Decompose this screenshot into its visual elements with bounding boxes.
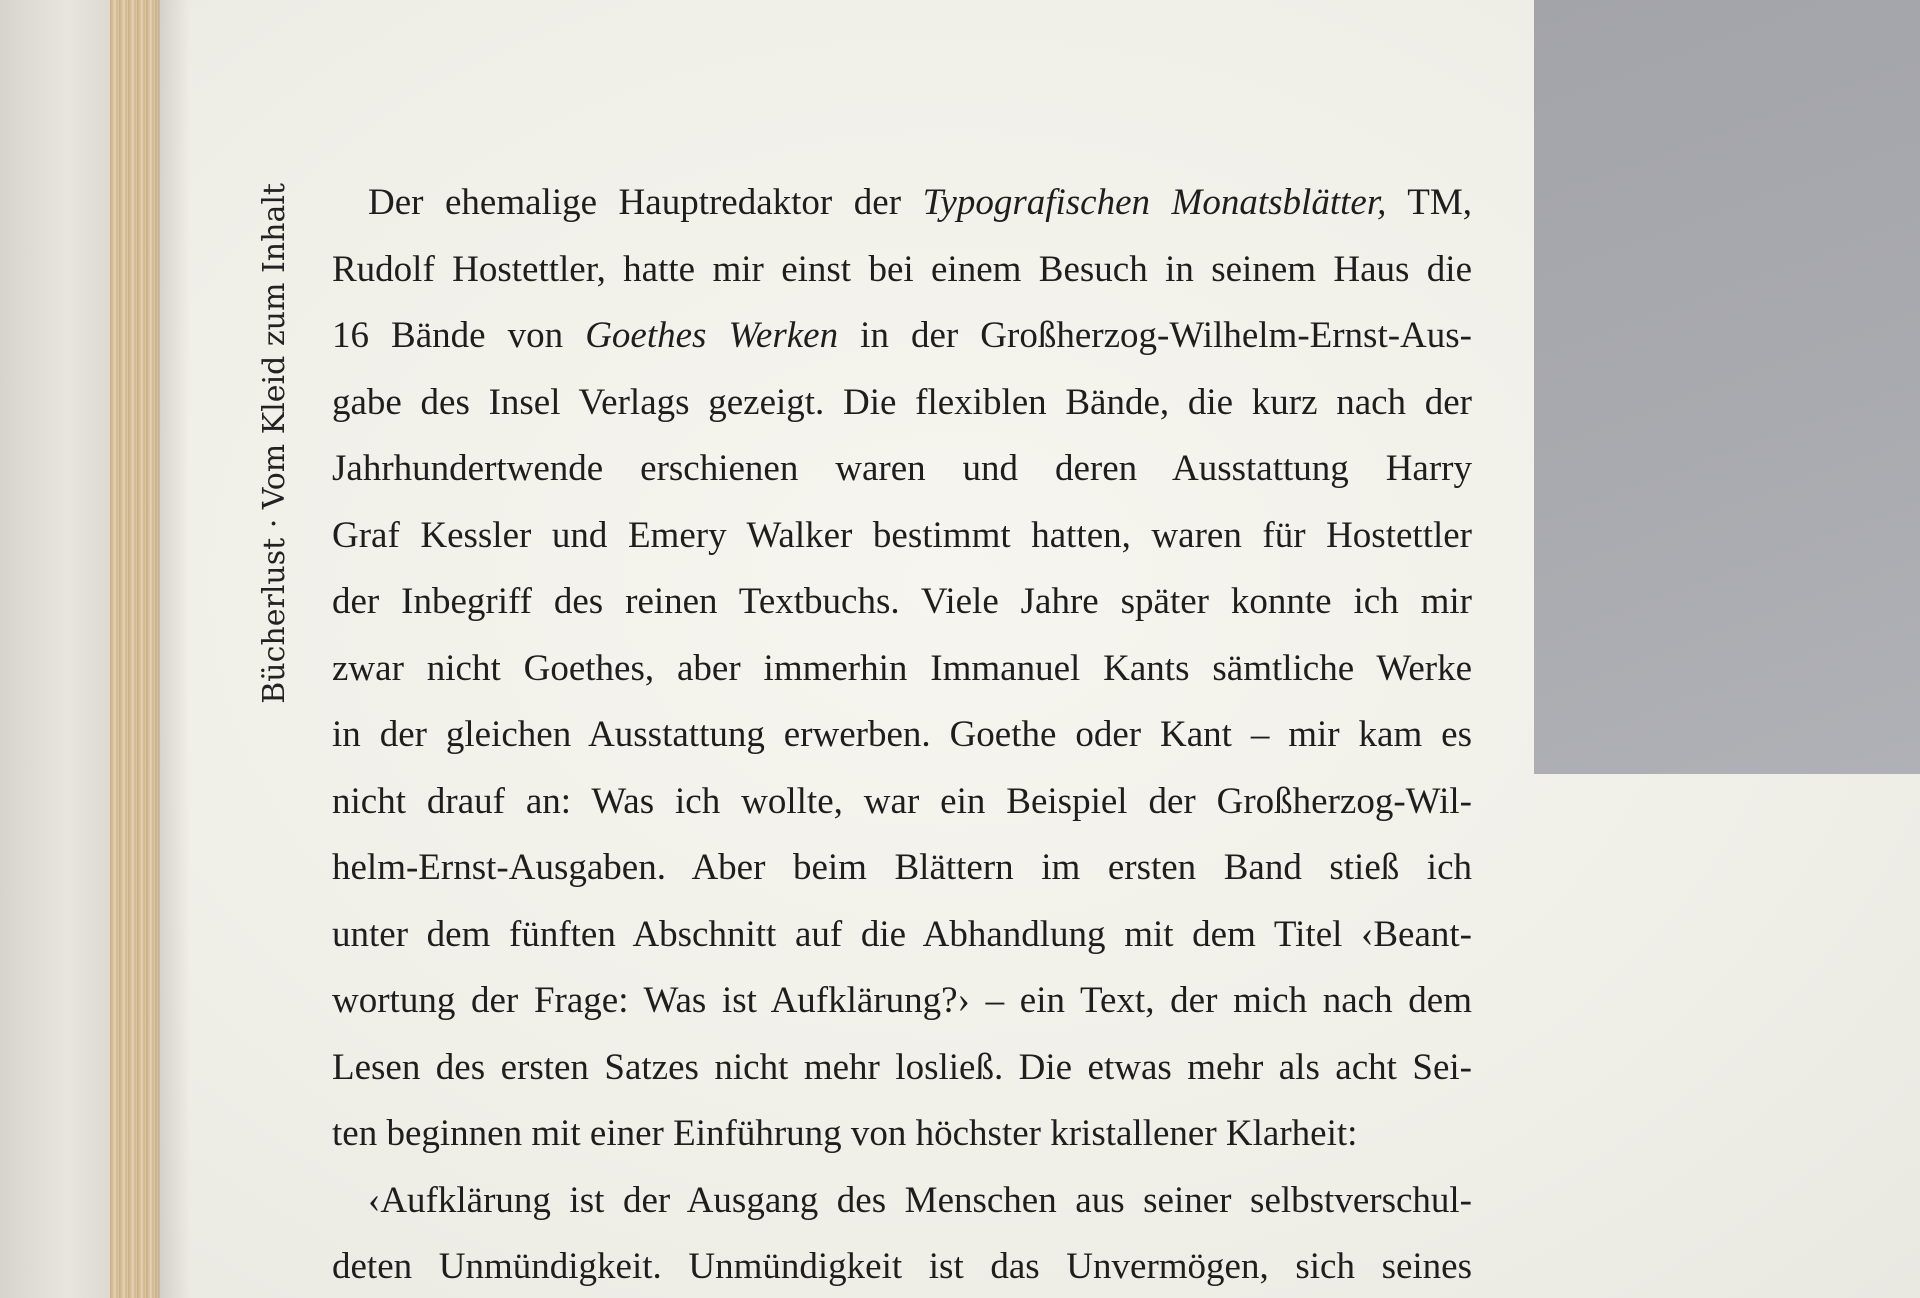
text-run: unter dem fünften Abschnitt auf die Abhandlung mit dem Titel ‹Beant- [332,913,1472,955]
running-head [257,183,293,763]
running-head-text: Bücherlust · Vom Kleid zum Inhalt [257,183,292,704]
text-line [332,1101,1472,1168]
text-run: Graf Kessler und Emery Walker bestimmt hatten, waren für Hostettler [332,514,1472,556]
left-page-edge [0,0,112,1298]
italic-title: Goethes Werken [585,315,839,356]
text-run: in der gleichen Ausstattung erwerben. Goethe oder Kant – mir kam es [332,714,1472,755]
text-run: helm-Ernst-Ausgaben. Aber beim Blättern im ersten Band stieß ich [332,847,1472,888]
text-run: Lesen des ersten Satzes nicht mehr losließ. Die etwas mehr als acht Sei- [332,1046,1472,1088]
text-line [332,1234,1472,1298]
text-line [332,303,1472,370]
text-line [332,902,1472,969]
text-run: 16 Bände von [332,315,586,356]
text-run: der Inbegriff des reinen Textbuchs. Viele Jahre später konnte ich mir [332,581,1472,622]
text-run: wortung der Frage: Was ist Aufklärung?› – ein Text, der mich nach dem [332,980,1472,1021]
text-line [332,503,1472,570]
text-line [332,436,1472,503]
text-line [332,1168,1472,1235]
grey-image-block [1534,0,1920,774]
text-line [332,702,1472,769]
text-run: zwar nicht Goethes, aber immerhin Immanuel Kants sämtliche Werke [332,647,1472,689]
page-stack-edges [110,0,160,1298]
text-run: gabe des Insel Verlags gezeigt. Die flexiblen Bände, die kurz nach der [332,381,1472,423]
text-line [332,835,1472,902]
text-line [332,636,1472,703]
text-run: nicht drauf an: Was ich wollte, war ein Beispiel der Großherzog-Wil- [332,780,1472,822]
text-line [332,1035,1472,1102]
text-line [332,769,1472,836]
text-run: Jahrhundertwende erschienen waren und deren Ausstattung Harry [332,448,1472,489]
body-text [332,170,1472,1298]
text-run: Rudolf Hostettler, hatte mir einst bei einem Besuch in seinem Haus die [332,248,1472,290]
text-run: in der Großherzog-Wilhelm-Ernst-Aus- [838,315,1473,356]
text-run: deten Unmündigkeit. Unmündigkeit ist das Unvermögen, sich seines [332,1246,1472,1287]
text-run: ten beginnen mit einer Einführung von höchster kristallener Klarheit: [332,1113,1358,1154]
text-run: ‹Aufklärung ist der Ausgang des Menschen aus seiner selbstverschul- [368,1179,1472,1221]
text-line [332,968,1472,1035]
text-line [332,170,1472,237]
text-line [332,370,1472,437]
italic-title: Typografischen Monatsblätter, [922,182,1387,223]
text-run: TM, [1386,182,1472,223]
text-line [332,569,1472,636]
text-run: Der ehemalige Hauptredaktor der [368,182,923,223]
text-line [332,237,1472,304]
gutter-shadow [158,0,190,1298]
